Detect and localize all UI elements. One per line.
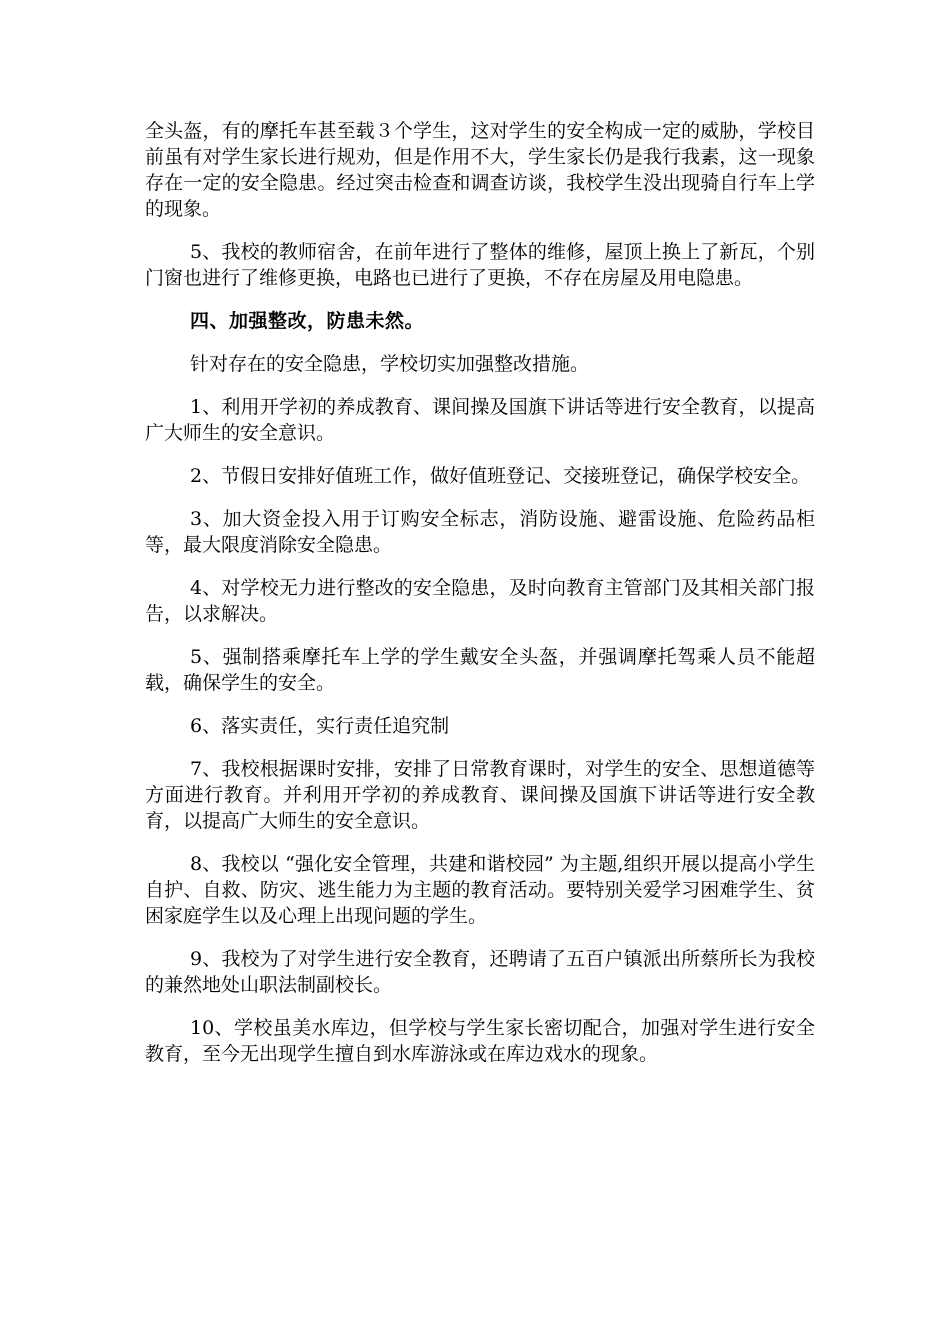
- paragraph-measure-8: 8、我校以 “强化安全管理，共建和谐校园” 为主题,组织开展以提高小学生自护、自救、防灾、逃生能力为主题的教育活动。要特别关爱学习困难学生、贫困家庭学生以及心理上出现问题的学生。: [145, 853, 815, 927]
- paragraph-measure-7: 7、我校根据课时安排，安排了日常教育课时，对学生的安全、思想道德等方面进行教育。并利用开学初的养成教育、课间操及国旗下讲话等进行安全教育，以提高广大师生的安全意识。: [145, 758, 815, 832]
- paragraph-measure-3: 3、加大资金投入用于订购安全标志，消防设施、避雷设施、危险药品柜等，最大限度消除安全隐患。: [145, 508, 815, 556]
- paragraph-measure-4: 4、对学校无力进行整改的安全隐患，及时向教育主管部门及其相关部门报告，以求解决。: [145, 577, 815, 625]
- paragraph-measure-9: 9、我校为了对学生进行安全教育，还聘请了五百户镇派出所蔡所长为我校的兼然地处山职法制副校长。: [145, 948, 815, 996]
- section-heading-4: 四、加强整改，防患未然。: [190, 310, 425, 332]
- paragraph-helmet-continuation: 全头盔，有的摩托车甚至载３个学生，这对学生的安全构成一定的威胁，学校目前虽有对学生家长进行规劝，但是作用不大，学生家长仍是我行我素，这一现象存在一定的安全隐患。经过突击检查和调查访谈，我校学生没出现骑自行车上学的现象。: [145, 120, 815, 220]
- paragraph-item-5-dormitory: 5、我校的教师宿舍，在前年进行了整体的维修，屋顶上换上了新瓦，个别门窗也进行了维修更换，电路也已进行了更换，不存在房屋及用电隐患。: [145, 241, 815, 289]
- paragraph-measure-5: 5、强制搭乘摩托车上学的学生戴安全头盔，并强调摩托驾乘人员不能超载，确保学生的安全。: [145, 646, 815, 694]
- paragraph-measure-10: 10、学校虽美水库边，但学校与学生家长密切配合，加强对学生进行安全教育，至今无出现学生擅自到水库游泳或在库边戏水的现象。: [145, 1017, 815, 1065]
- paragraph-measure-6: 6、落实责任，实行责任追究制: [190, 715, 450, 737]
- paragraph-measure-2: 2、节假日安排好值班工作，做好值班登记、交接班登记，确保学校安全。: [190, 465, 811, 487]
- paragraph-measure-1: 1、利用开学初的养成教育、课间操及国旗下讲话等进行安全教育，以提高广大师生的安全意识。: [145, 396, 815, 444]
- paragraph-intro-measures: 针对存在的安全隐患，学校切实加强整改措施。: [190, 353, 590, 375]
- document-page: [145, 118, 815, 1084]
